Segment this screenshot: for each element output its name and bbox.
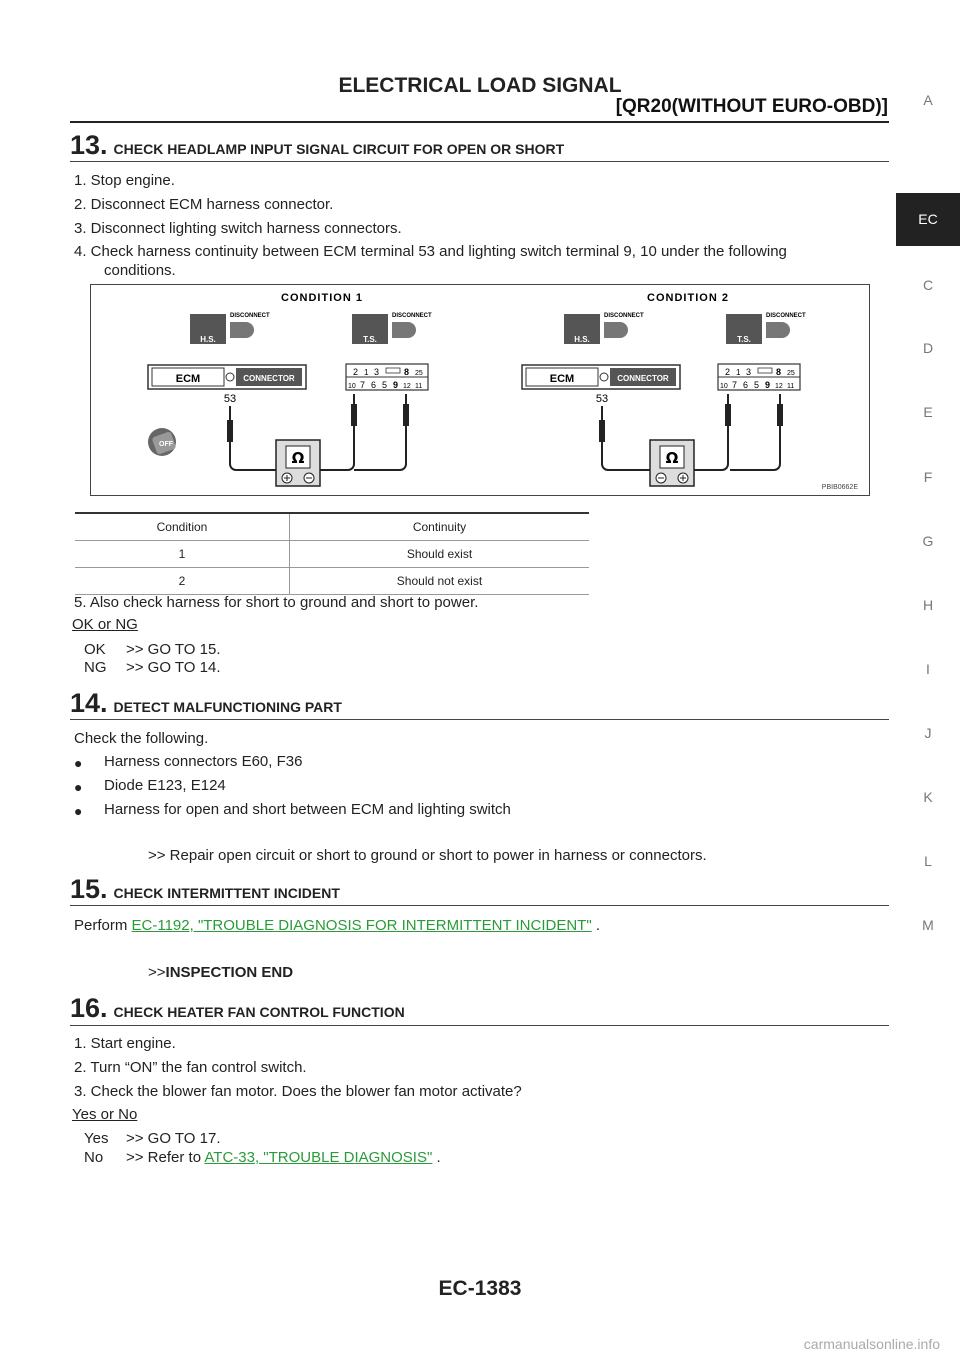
svg-text:CONNECTOR: CONNECTOR <box>243 374 295 383</box>
step-14-heading <box>70 688 342 719</box>
probe-tip <box>777 404 783 426</box>
side-tab-a[interactable]: A <box>923 92 933 108</box>
lighting-switch-connector <box>718 364 800 390</box>
result-text: >> GO TO 17. <box>126 1130 221 1147</box>
perform-text: Perform <box>74 917 128 934</box>
step-number: 15. <box>70 874 108 904</box>
result-heading: OK or NG <box>72 616 138 633</box>
svg-text:5: 5 <box>382 380 388 390</box>
svg-text:7: 7 <box>360 380 366 390</box>
result-key: OK <box>84 641 106 658</box>
svg-text:H.S.: H.S. <box>200 335 216 344</box>
svg-text:1: 1 <box>736 368 741 377</box>
svg-text:1: 1 <box>364 368 369 377</box>
result-heading: Yes or No <box>72 1106 138 1123</box>
svg-text:DISCONNECT: DISCONNECT <box>392 313 432 319</box>
step-16-heading <box>70 993 405 1024</box>
step-number: 16. <box>70 993 108 1023</box>
instruction-line: 4. Check harness continuity between ECM terminal 53 and lighting switch terminal 9, 10 under the following <box>74 243 787 260</box>
svg-text:5: 5 <box>754 380 760 390</box>
table-cell: Should not exist <box>290 568 590 595</box>
result-text: >> GO TO 15. <box>126 641 221 658</box>
svg-text:3: 3 <box>746 367 752 377</box>
svg-text:DISCONNECT: DISCONNECT <box>604 313 644 319</box>
step-number: 14. <box>70 688 108 718</box>
svg-text:ECM: ECM <box>549 373 575 385</box>
svg-text:10: 10 <box>720 383 728 390</box>
side-tab-i[interactable]: I <box>926 661 930 677</box>
svg-text:6: 6 <box>743 380 749 390</box>
result-line <box>148 964 293 981</box>
side-tab-f[interactable]: F <box>923 469 933 485</box>
side-tab-j[interactable]: J <box>924 725 932 741</box>
instruction-line <box>74 917 600 934</box>
svg-text:Ω: Ω <box>291 449 305 467</box>
svg-text:T.S.: T.S. <box>737 335 751 344</box>
svg-text:T.S.: T.S. <box>363 335 377 344</box>
list-item: Diode E123, E124 <box>104 777 226 794</box>
result-text: >> Repair open circuit or short to ground or short to power in harness or connectors. <box>148 847 707 864</box>
svg-text:25: 25 <box>787 370 795 377</box>
svg-text:OFF: OFF <box>159 441 173 448</box>
side-tab-d[interactable]: D <box>922 340 934 356</box>
bullet-icon: ● <box>74 803 83 819</box>
page-title: ELECTRICAL LOAD SIGNAL <box>338 74 622 97</box>
step-rule <box>70 161 889 162</box>
step-rule <box>70 719 889 720</box>
page-number: EC-1383 <box>438 1277 522 1300</box>
step-label: CHECK INTERMITTENT INCIDENT <box>113 885 340 901</box>
step-13-heading <box>70 130 564 161</box>
table-cell: 1 <box>75 541 290 568</box>
table-header-row <box>75 513 589 541</box>
result-line <box>126 1149 441 1166</box>
ohmmeter-icon <box>276 440 320 486</box>
svg-text:DISCONNECT: DISCONNECT <box>766 313 806 319</box>
result-text: >> GO TO 14. <box>126 659 221 676</box>
instruction-line: 5. Also check harness for short to ground and short to power. <box>74 594 479 611</box>
svg-text:6: 6 <box>371 380 377 390</box>
step-rule <box>70 1025 889 1026</box>
svg-text:ECM: ECM <box>175 373 201 385</box>
figure-id: PBIB0662E <box>821 484 858 491</box>
step-label: DETECT MALFUNCTIONING PART <box>113 699 342 715</box>
probe-tip <box>725 404 731 426</box>
list-item: Harness connectors E60, F36 <box>104 753 303 770</box>
arrow-text: >> <box>148 964 166 981</box>
probe-tip <box>599 420 605 442</box>
step-15-heading <box>70 874 340 905</box>
watermark: carmanualsonline.info <box>803 1336 940 1352</box>
result-key: No <box>84 1149 104 1166</box>
svg-text:8: 8 <box>404 367 410 377</box>
inspection-end-text: INSPECTION END <box>165 964 294 981</box>
ohmmeter-icon <box>650 440 694 486</box>
instruction-line: 3. Check the blower fan motor. Does the blower fan motor activate? <box>74 1083 522 1100</box>
side-tab-h[interactable]: H <box>922 597 934 613</box>
probe-tip <box>351 404 357 426</box>
step-rule <box>70 905 889 906</box>
side-tab-l[interactable]: L <box>924 853 932 869</box>
wiring-figure <box>90 284 870 496</box>
step-number: 13. <box>70 130 108 160</box>
condition-2-label: CONDITION 2 <box>647 292 729 304</box>
side-tab-m[interactable]: M <box>922 917 934 933</box>
bullet-icon: ● <box>74 755 83 771</box>
table-row <box>75 541 589 568</box>
svg-text:9: 9 <box>393 380 399 390</box>
ecm-connector <box>522 365 680 389</box>
bullet-icon: ● <box>74 779 83 795</box>
svg-text:25: 25 <box>415 370 423 377</box>
table-cell: 2 <box>75 568 290 595</box>
svg-text:11: 11 <box>787 383 795 390</box>
svg-text:7: 7 <box>732 380 738 390</box>
instruction-line: 3. Disconnect lighting switch harness connectors. <box>74 220 402 237</box>
terminal-53-label: 53 <box>595 393 609 405</box>
table-row <box>75 568 589 595</box>
list-item: Harness for open and short between ECM and lighting switch <box>104 801 511 818</box>
step-label: CHECK HEADLAMP INPUT SIGNAL CIRCUIT FOR OPEN OR SHORT <box>113 141 565 157</box>
period-text: . <box>436 1149 441 1166</box>
result-key: NG <box>84 659 107 676</box>
side-tab-k[interactable]: K <box>923 789 933 805</box>
terminal-53-label: 53 <box>223 393 237 405</box>
probe-tip <box>227 420 233 442</box>
header-rule <box>70 121 889 123</box>
side-tab-e[interactable]: E <box>923 404 933 420</box>
svg-text:3: 3 <box>374 367 380 377</box>
svg-text:DISCONNECT: DISCONNECT <box>230 313 270 319</box>
svg-text:CONNECTOR: CONNECTOR <box>617 374 669 383</box>
ec-1192-link[interactable]: EC-1192, "TROUBLE DIAGNOSIS FOR INTERMITTENT INCIDENT" <box>131 917 592 934</box>
svg-text:11: 11 <box>415 383 423 390</box>
table-header-cell: Condition <box>75 513 290 541</box>
svg-text:10: 10 <box>348 383 356 390</box>
instruction-line: conditions. <box>104 262 176 279</box>
result-key: Yes <box>84 1130 109 1147</box>
side-tab-g[interactable]: G <box>922 533 934 549</box>
result-text: >> Refer to <box>126 1149 202 1166</box>
instruction-line: 2. Disconnect ECM harness connector. <box>74 196 334 213</box>
instruction-line: 1. Start engine. <box>74 1035 176 1052</box>
period-text: . <box>595 917 601 934</box>
condition-1-label: CONDITION 1 <box>281 292 363 304</box>
svg-text:2: 2 <box>725 367 731 377</box>
instruction-line: 1. Stop engine. <box>74 172 175 189</box>
instruction-line: 2. Turn “ON” the fan control switch. <box>74 1059 307 1076</box>
svg-text:9: 9 <box>765 380 771 390</box>
continuity-table <box>75 512 589 595</box>
probe-tip <box>403 404 409 426</box>
lighting-switch-connector <box>346 364 428 390</box>
step-label: CHECK HEATER FAN CONTROL FUNCTION <box>113 1004 405 1020</box>
svg-text:12: 12 <box>403 383 411 390</box>
table-cell: Should exist <box>290 541 590 568</box>
svg-text:2: 2 <box>353 367 359 377</box>
page-subtitle: [QR20(WITHOUT EURO-OBD)] <box>615 96 888 117</box>
svg-text:12: 12 <box>775 383 783 390</box>
svg-text:Ω: Ω <box>665 449 679 467</box>
side-tab-ec[interactable]: EC <box>896 193 960 246</box>
svg-text:8: 8 <box>776 367 782 377</box>
ecm-connector <box>148 365 306 389</box>
side-tab-c[interactable]: C <box>922 277 934 293</box>
instruction-line: Check the following. <box>74 730 209 747</box>
atc-33-link[interactable]: ATC-33, "TROUBLE DIAGNOSIS" <box>204 1149 433 1166</box>
table-header-cell: Continuity <box>290 513 590 541</box>
svg-text:H.S.: H.S. <box>574 335 590 344</box>
